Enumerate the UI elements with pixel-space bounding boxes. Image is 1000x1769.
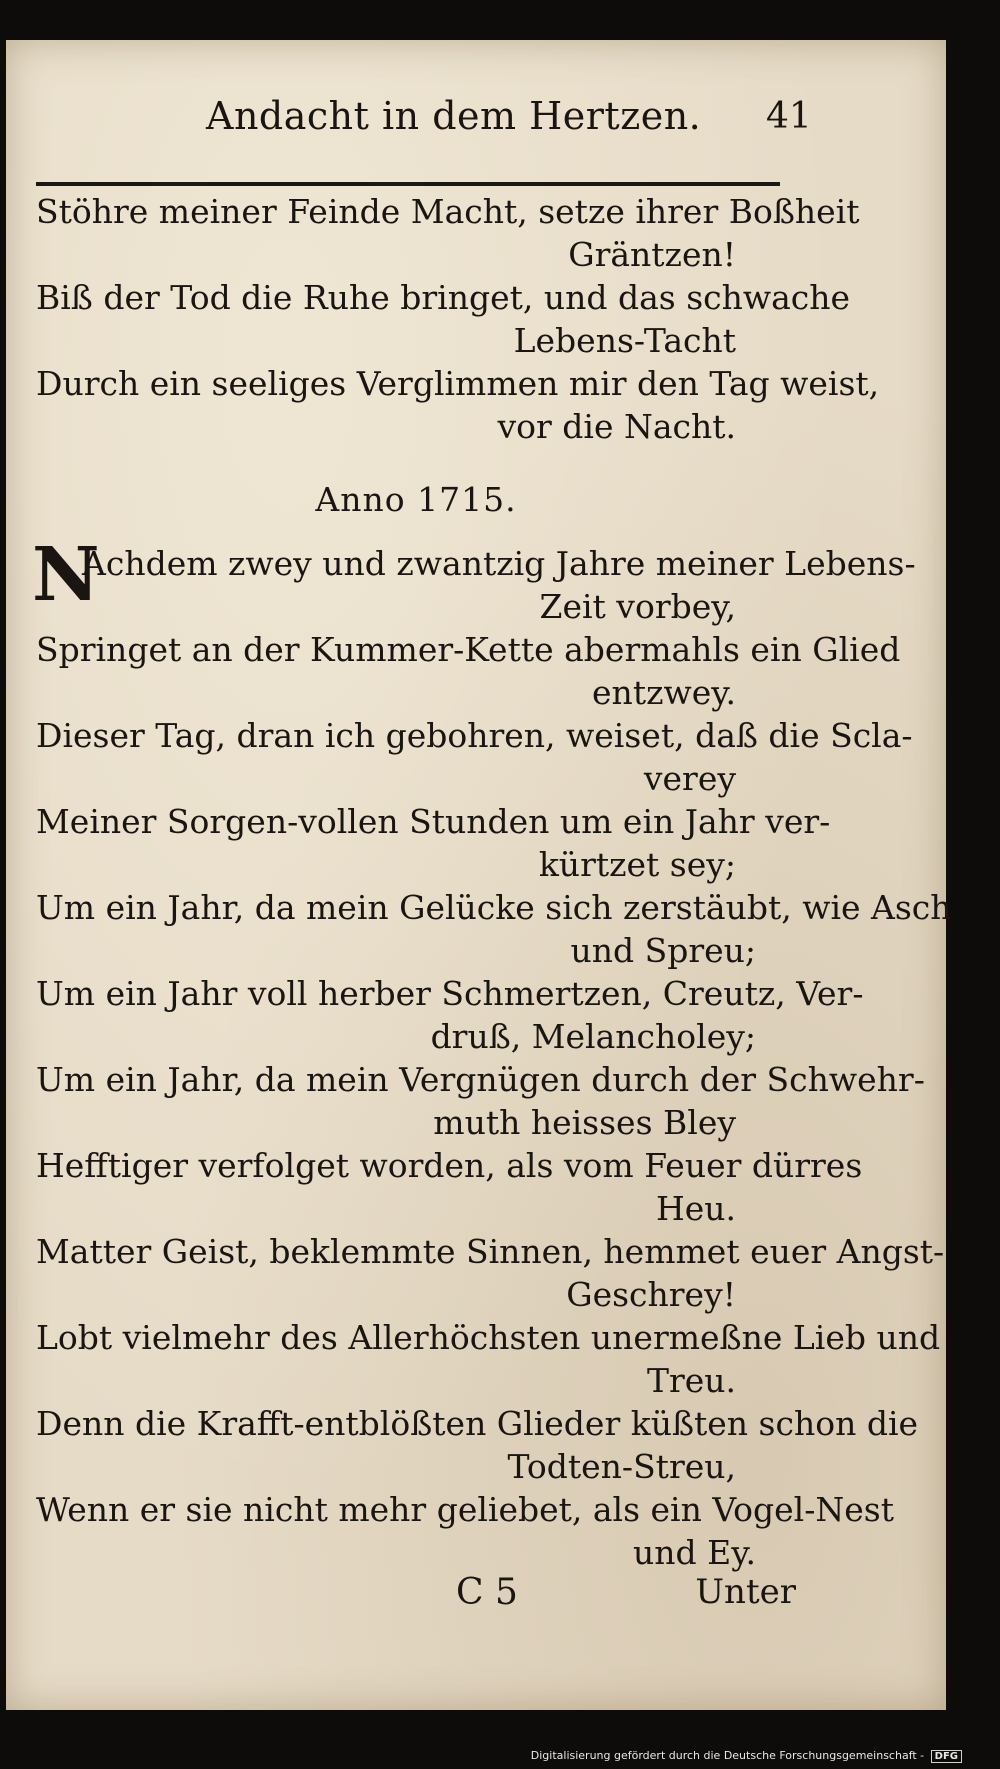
dfg-logo: DFG — [931, 1750, 962, 1763]
poem-line-continuation: Geschrey! — [566, 1275, 736, 1314]
page-header — [36, 92, 816, 152]
poem-line-text: Achdem zwey und zwantzig Jahre meiner Lebens- — [82, 544, 916, 583]
poem-line: Meiner Sorgen-vollen Stunden um ein Jahr ver- — [36, 802, 831, 841]
poem-line: Biß der Tod die Ruhe bringet, und das schwache — [36, 278, 851, 317]
poem-line: Dieser Tag, dran ich gebohren, weiset, daß die Scla- — [36, 716, 913, 755]
poem-body — [32, 532, 952, 1574]
poem-line: Um ein Jahr voll herber Schmertzen, Creutz, Ver- — [36, 974, 864, 1013]
catchword: Unter — [695, 1572, 796, 1612]
poem-line-continuation: Treu. — [646, 1361, 736, 1400]
poem-line: Springet an der Kummer-Kette abermahls ein Glied — [36, 630, 901, 669]
digitization-credit — [531, 1749, 962, 1763]
book-page — [6, 40, 952, 1710]
drop-capital: N — [32, 532, 100, 618]
poem-line: Hefftiger verfolget worden, als vom Feuer dürres — [36, 1146, 863, 1185]
poem-line: Wenn er sie nicht mehr geliebet, als ein Vogel-Nest — [36, 1490, 894, 1529]
running-head: Andacht in dem Hertzen. — [206, 94, 702, 138]
section-heading: Anno 1715. — [315, 480, 517, 519]
poem-line-continuation: und Spreu; — [570, 931, 756, 970]
poem-line-continuation: kürtzet sey; — [538, 845, 736, 884]
poem-line-continuation: verey — [643, 759, 736, 798]
credit-text: Digitalisierung gefördert durch die Deutsche Forschungsgemeinschaft - — [530, 1749, 925, 1762]
poem-line-continuation: muth heisses Bley — [433, 1103, 736, 1142]
poem-line: Um ein Jahr, da mein Gelücke sich zerstäubt, wie Asch — [36, 888, 952, 927]
poem-line-continuation: druß, Melancholey; — [430, 1017, 756, 1056]
poem-line-continuation: Zeit vorbey, — [539, 587, 736, 626]
signature-mark: C 5 — [456, 1572, 518, 1613]
header-rule — [36, 182, 780, 186]
poem-line: Um ein Jahr, da mein Vergnügen durch der Schwehr- — [36, 1060, 925, 1099]
poem-line-continuation: Heu. — [655, 1189, 736, 1228]
poem-line: Durch ein seeliges Verglimmen mir den Tag weist, — [36, 364, 880, 403]
page-footer — [36, 1572, 796, 1622]
poem-line-continuation: Gräntzen! — [568, 235, 736, 274]
poem-line: Stöhre meiner Feinde Macht, setze ihrer Boßheit — [36, 192, 860, 231]
poem-stanza — [36, 190, 880, 448]
poem-line-continuation: und Ey. — [633, 1533, 756, 1572]
poem-line-continuation: entzwey. — [592, 673, 736, 712]
poem-line-continuation: vor die Nacht. — [497, 407, 736, 446]
poem-line: Denn die Krafft-entblößten Glieder küßten schon die — [36, 1404, 919, 1443]
poem-line: Matter Geist, beklemmte Sinnen, hemmet euer Angst- — [36, 1232, 945, 1271]
poem-line-continuation: Lebens-Tacht — [513, 321, 736, 360]
poem-line: Lobt vielmehr des Allerhöchsten unermeßne Lieb und — [36, 1318, 941, 1357]
poem-line-continuation: Todten-Streu, — [507, 1447, 736, 1486]
page-number: 41 — [766, 96, 812, 137]
